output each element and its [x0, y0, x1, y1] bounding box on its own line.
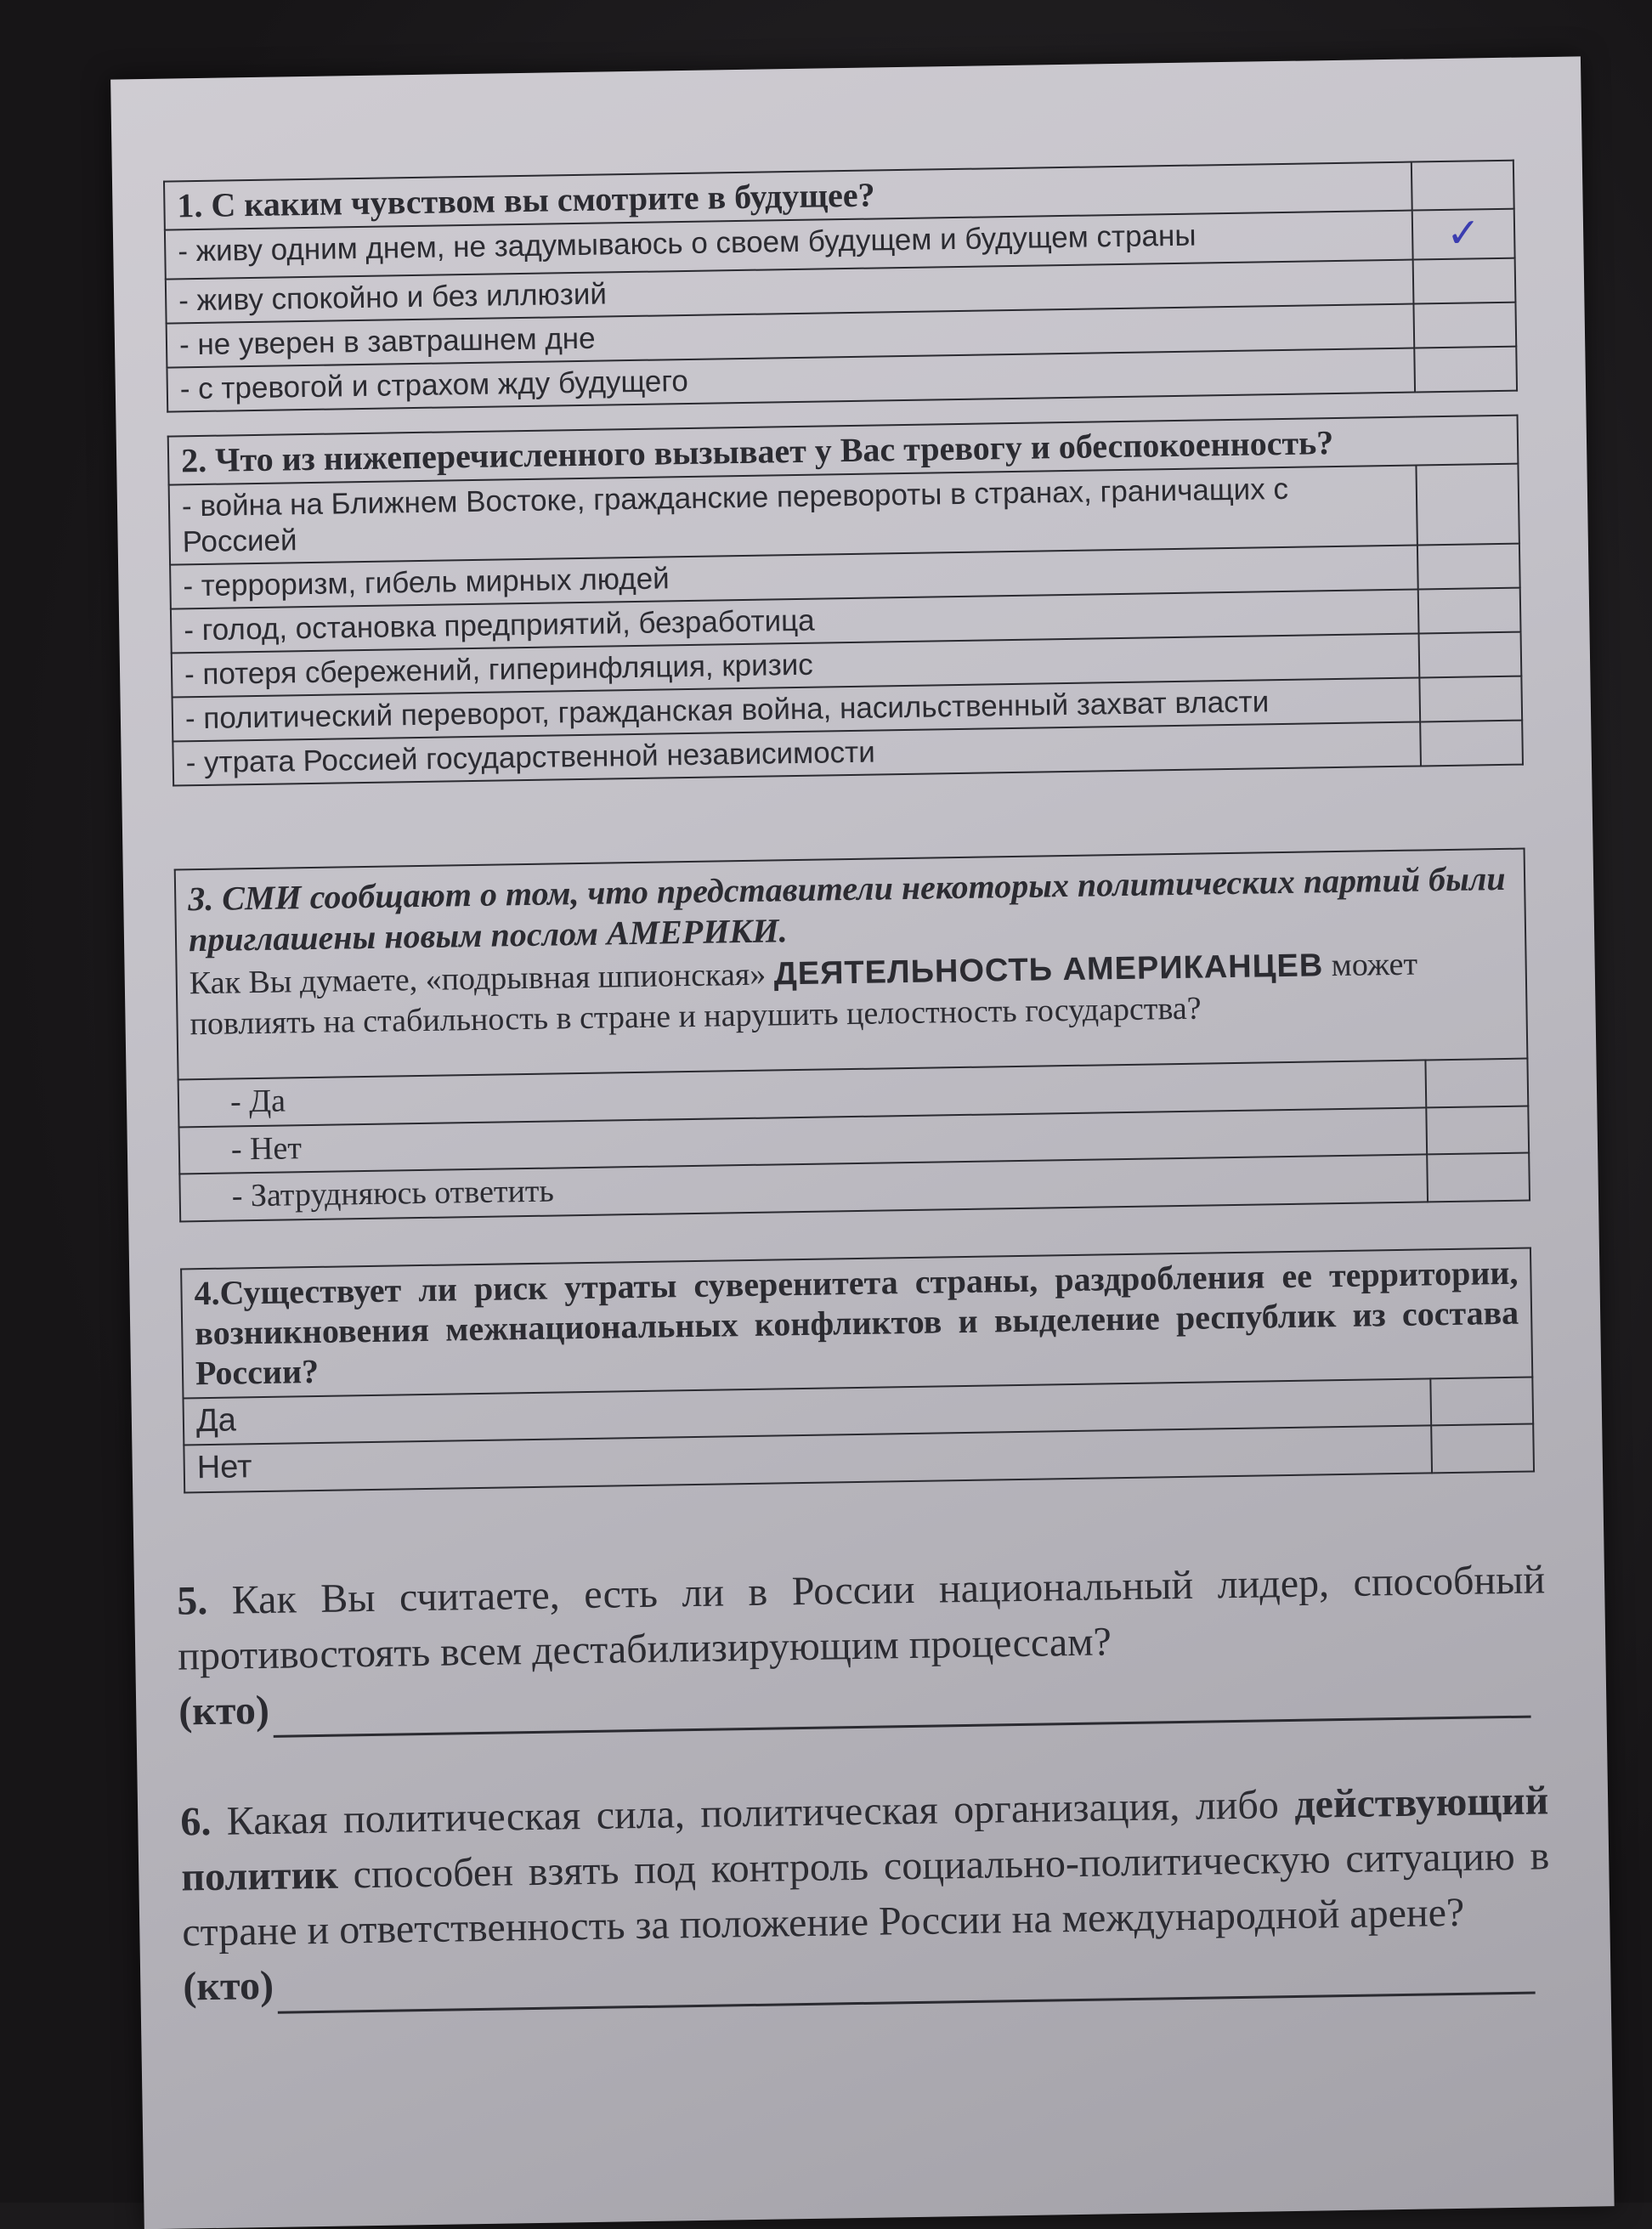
question-2-option: - голод, остановка предприятий, безработица — [171, 590, 1419, 653]
question-5-block — [177, 1553, 1547, 1740]
answer-checkbox[interactable] — [1418, 588, 1521, 634]
question-2-title: 2. Что из нижеперечисленного вызывает у Вас тревогу и обеспокоенность? — [168, 416, 1519, 485]
question-3-option: - Да — [178, 1060, 1427, 1127]
question-4-table — [180, 1247, 1535, 1493]
answer-checkbox[interactable] — [1413, 258, 1516, 304]
answer-checkbox[interactable] — [1412, 209, 1515, 260]
question-3-table — [174, 848, 1530, 1223]
question-1-option: - с тревогой и страхом жду будущего — [167, 348, 1415, 412]
question-5-answer-field[interactable] — [273, 1682, 1530, 1738]
question-5-number: 5. — [176, 1578, 208, 1624]
question-2-block — [167, 415, 1524, 787]
question-3-option: - Затрудняюсь ответить — [179, 1155, 1428, 1222]
question-1-header-box — [1412, 161, 1514, 211]
answer-checkbox[interactable] — [1417, 544, 1520, 590]
answer-checkbox[interactable] — [1413, 303, 1516, 348]
question-2-option: - потеря сбережений, гиперинфляция, кризис — [172, 634, 1420, 698]
question-1-option: - живу одним днем, не задумываюсь о своем будущем и будущем страны — [165, 211, 1413, 280]
question-2-option: - утрата Россией государственной независимости — [173, 722, 1421, 786]
answer-checkbox[interactable] — [1416, 464, 1519, 546]
question-3-question-start: Как Вы думаете, «подрывная шпионская» — [189, 956, 767, 1002]
question-6-block — [180, 1774, 1552, 2015]
question-3-block — [174, 848, 1530, 1223]
answer-checkbox[interactable] — [1431, 1424, 1534, 1473]
question-2-table — [167, 415, 1524, 787]
question-6-text-bold: действующий политик — [180, 1778, 1549, 1900]
answer-checkbox[interactable] — [1430, 1377, 1533, 1425]
question-5-text: Как Вы считаете, есть ли в России национальный лидер, способный противостоять всем дестабилизирующим процессам? — [177, 1557, 1546, 1679]
question-6-answer-label: (кто) — [182, 1963, 274, 2010]
question-3-question-emphasis: ДЕЯТЕЛЬНОСТЬ АМЕРИКАНЦЕВ — [773, 948, 1324, 993]
answer-checkbox[interactable] — [1419, 632, 1522, 678]
checkmark-icon: ✓ — [1446, 211, 1481, 257]
answer-checkbox[interactable] — [1419, 676, 1522, 722]
question-1-block — [163, 160, 1518, 413]
answer-checkbox[interactable] — [1414, 347, 1517, 393]
question-1-option: - живу спокойно и без иллюзий — [166, 260, 1414, 324]
question-3-title: 3. СМИ сообщают о том, что представители некоторых политических партий были приглашены новым послом АМЕРИКИ. — [187, 858, 1506, 959]
question-3-question — [189, 943, 1513, 1044]
answer-checkbox[interactable] — [1426, 1106, 1529, 1154]
question-6-text-a: Какая политическая сила, политическая организация, либо — [226, 1782, 1280, 1844]
question-1-title: 1. С каким чувством вы смотрите в будущее? — [164, 162, 1412, 230]
question-2-option: - терроризм, гибель мирных людей — [170, 546, 1418, 609]
answer-checkbox[interactable] — [1427, 1153, 1530, 1202]
question-2-option: - война на Ближнем Востоке, гражданские перевороты в странах, граничащих с Россией — [169, 466, 1417, 565]
question-3-question-end: может повлиять на стабильность в стране и нарушить целостность государства? — [190, 946, 1418, 1042]
question-1-option: - не уверен в завтрашнем дне — [167, 304, 1415, 368]
question-5-answer-label: (кто) — [178, 1687, 270, 1734]
answer-checkbox[interactable] — [1420, 721, 1523, 767]
question-6-answer-field[interactable] — [277, 1958, 1535, 2014]
question-1-table — [163, 160, 1518, 413]
question-4-title: 4.Существует ли риск утраты суверенитета страны, раздробления ее территории, возникновения межнациональных конфликтов и выделение республик из состава России? — [181, 1248, 1532, 1398]
question-4-option: Нет — [184, 1426, 1432, 1493]
question-3-option: - Нет — [178, 1107, 1427, 1174]
question-3-header — [175, 849, 1528, 1080]
answer-checkbox[interactable] — [1425, 1059, 1528, 1107]
question-6-number: 6. — [179, 1798, 212, 1845]
question-2-option: - политический переворот, гражданская война, насильственный захват власти — [173, 678, 1421, 742]
question-6-text-b: способен взять под контроль социально-политическую ситуацию в стране и ответственность за положение России на международной арене? — [181, 1833, 1550, 1955]
question-4-block — [180, 1247, 1535, 1493]
question-4-option: Да — [183, 1378, 1431, 1445]
questionnaire-sheet — [110, 56, 1615, 2229]
